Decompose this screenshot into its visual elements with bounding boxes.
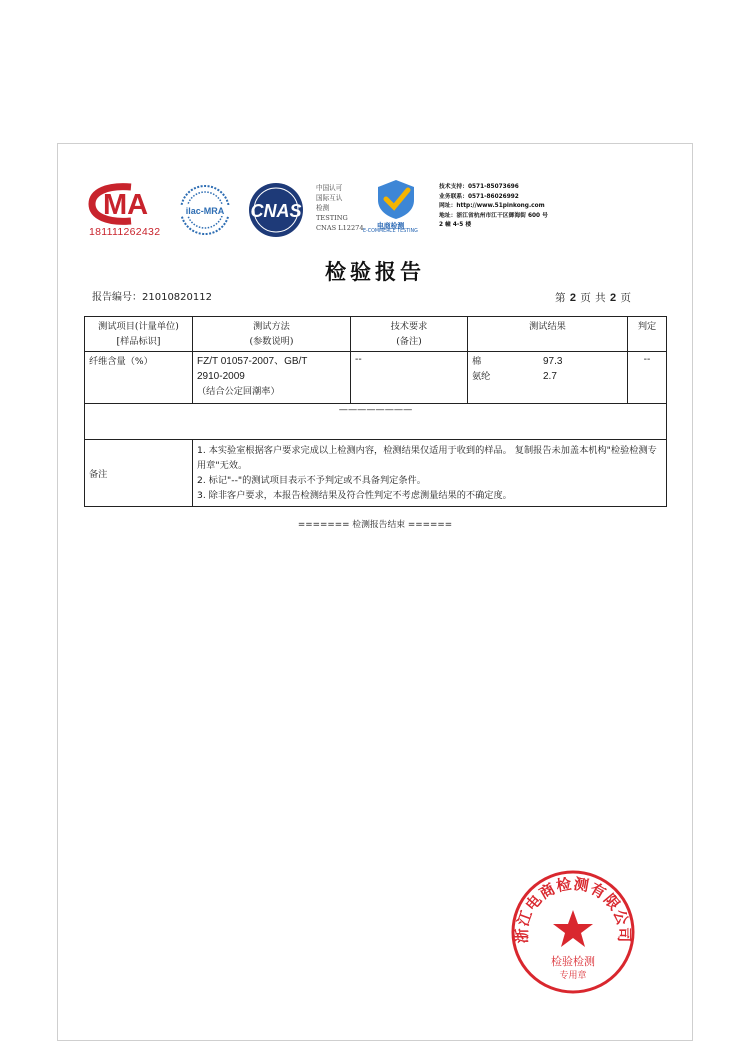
acc-line: 检测 [316,204,330,212]
ecommerce-label-en: E-COMMERCE TESTING [363,229,418,234]
header-item [85,317,193,352]
acc-line: 中国认可 [316,184,343,192]
cnas-logo [243,182,309,238]
header-item-line2: [样品标识] [116,336,161,347]
header-result-label: 测试结果 [529,321,566,332]
table-separator-row [85,404,667,440]
results-table [84,316,667,507]
header-method [193,317,351,352]
header-req-line1: 技术要求 [390,321,428,332]
method-line1: FZ/T 01057-2007、GB/T [197,356,308,367]
page-mid: 页 共 [580,292,607,304]
report-end-text: ======= 检测报告结束 ====== [297,520,453,530]
note-item: 2. 标记"--"的测试项目表示不予判定或不具备判定条件。 [197,475,426,486]
result-name: 棉 [472,356,482,367]
header-method-line1: 测试方法 [253,321,290,332]
acc-line: CNAS L12274 [316,224,364,232]
header-judgment-label: 判定 [637,321,657,332]
contact-line: 技术支持：0571-85073696 [439,184,519,190]
result-value: 97.3 [543,356,563,367]
seal-arc-text: 浙江电商检测有限公司 [512,874,634,944]
cma-logo-text: MA [103,189,149,221]
contact-line: 业务联系：0571-86026992 [439,193,519,200]
ecommerce-label: 电商检测 [377,222,405,230]
report-header [87,178,667,243]
acc-line: 国际互认 [316,194,343,202]
acc-line: TESTING [316,214,348,222]
contact-info [439,183,548,231]
page-suffix: 页 [620,292,632,304]
company-seal [509,868,637,996]
accreditation-text [316,183,364,233]
cell-result [468,352,628,404]
header-method-line2: (参数说明) [249,336,294,347]
header-requirement [351,317,468,352]
table-row [85,352,667,404]
header-result [468,317,628,352]
method-line2: 2910-2009 [197,371,245,382]
cma-code: 181111262432 [89,226,161,238]
header-item-line1: 测试项目(计量单位) [98,321,179,332]
cell-requirement: -- [351,352,468,404]
report-title: 检验报告 [325,259,425,284]
table-notes-row [85,440,667,507]
ilac-logo-text: ilac-MRA [185,206,225,216]
contact-line: 网址：http://www.51pinkong.com [439,203,545,210]
result-line [472,369,623,384]
cell-item: 纤维含量（%） [85,352,193,404]
contact-line: 2 幢 4-5 楼 [439,222,472,229]
seal-line1: 检验检测 [551,955,595,968]
ilac-mra-logo [179,182,231,238]
page-prefix: 第 [555,292,566,304]
notes-cell [193,440,667,507]
cell-judgment: -- [628,352,667,404]
seal-line2: 专用章 [559,971,587,981]
cnas-logo-text: CNAS [250,201,302,221]
header-req-line2: (备注) [396,336,422,347]
result-name: 氨纶 [472,371,491,382]
note-item: 3. 除非客户要求，本报告检测结果及符合性判定不考虑测量结果的不确定度。 [197,490,512,501]
page-info [555,290,631,305]
cma-logo [87,182,175,238]
contact-line: 地址：浙江省杭州市江干区御海街 600 号 [439,212,548,219]
table-header-row [85,317,667,352]
method-line3: （结合公定回潮率） [197,386,280,397]
note-item: 1. 本实验室根据客户要求完成以上检测内容，检测结果仅适用于收到的样品。 复制报告未加盖本机构"检验检测专用章"无效。 [197,445,657,471]
separator-line: ———————— [85,404,667,440]
notes-label: 备注 [85,440,193,507]
header-judgment [628,317,667,352]
page-current: 2 [569,292,577,304]
result-value: 2.7 [543,371,557,382]
result-line [472,354,623,369]
page-total: 2 [610,292,617,304]
cell-method [193,352,351,404]
report-number: 报告编号：21010820112 [92,292,212,303]
